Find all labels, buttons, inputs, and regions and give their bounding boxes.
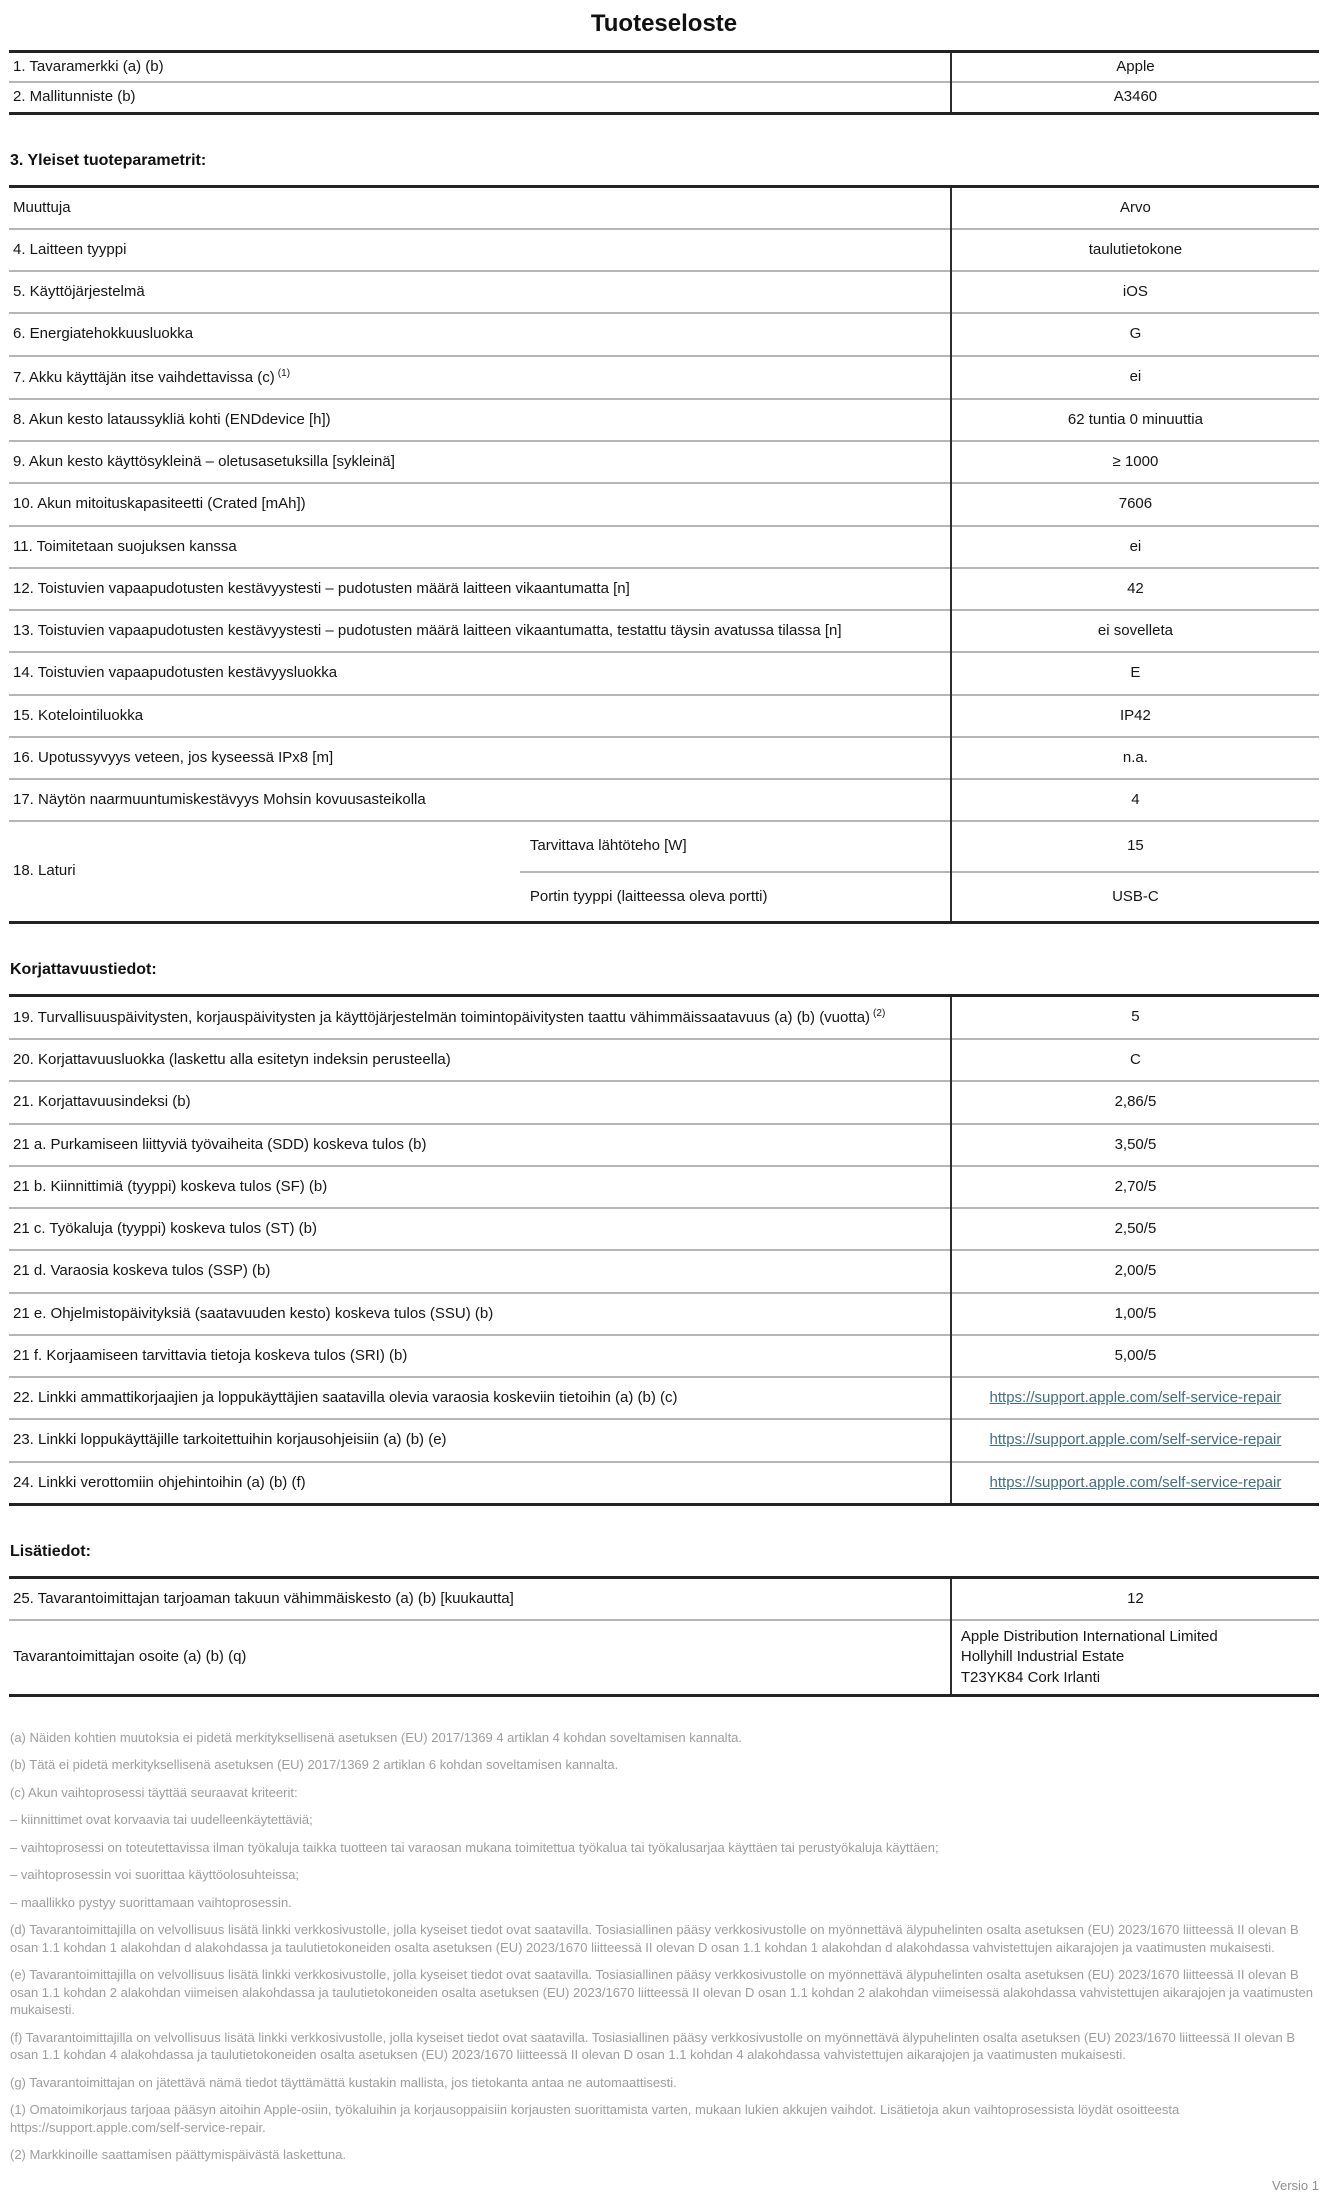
spare-parts-link[interactable]: https://support.apple.com/self-service-repair bbox=[989, 1389, 1282, 1406]
additional-info-table bbox=[9, 1576, 1319, 1697]
row-value: 62 tuntia 0 minuuttia bbox=[951, 399, 1319, 441]
footnote: – kiinnittimet ovat korvaavia tai uudelleenkäytettäviä; bbox=[10, 1812, 313, 1828]
footnote: – vaihtoprosessi on toteutettavissa ilman työkaluja taikka tuotteen tai varaosan mukana toimitettua työkalua tai työkalusarjaa käyttäen tai perustyökaluja käyttäen; bbox=[10, 1839, 939, 1855]
row-value: 2,86/5 bbox=[951, 1081, 1319, 1123]
table-row bbox=[9, 1166, 1319, 1208]
row-label: 12. Toistuvien vapaapudotusten kestävyystesti – pudotusten määrä laitteen vikaantumatta [n] bbox=[9, 568, 951, 610]
table-row bbox=[9, 526, 1319, 568]
row-value: A3460 bbox=[951, 82, 1319, 113]
table-row bbox=[9, 313, 1319, 355]
row-value: ei bbox=[951, 356, 1319, 399]
row-label: 15. Kotelointiluokka bbox=[9, 695, 951, 737]
row-label bbox=[9, 356, 951, 399]
table-row bbox=[9, 1462, 1319, 1505]
version-label: Versio 1 bbox=[1272, 2177, 1319, 2193]
row-value: iOS bbox=[951, 271, 1319, 313]
row-value bbox=[951, 1377, 1319, 1419]
table-row bbox=[9, 652, 1319, 694]
row-label: 4. Laitteen tyyppi bbox=[9, 229, 951, 271]
row-label: 1. Tavaramerkki (a) (b) bbox=[9, 52, 951, 83]
row-label: 9. Akun kesto käyttösykleinä – oletusasetuksilla [sykleinä] bbox=[9, 441, 951, 483]
row-value: USB-C bbox=[951, 872, 1319, 923]
row-value: E bbox=[951, 652, 1319, 694]
footnote: (a) Näiden kohtien muutoksia ei pidetä merkityksellisenä asetuksen (EU) 2017/1369 4 artiklan 4 kohdan soveltamisen kannalta. bbox=[10, 1729, 743, 1745]
row-value bbox=[951, 1419, 1319, 1461]
row-value: ≥ 1000 bbox=[951, 441, 1319, 483]
row-label: 6. Energiatehokkuusluokka bbox=[9, 313, 951, 355]
row-label-text: 19. Turvallisuuspäivitysten, korjauspäivitysten ja käyttöjärjestelmän toimintopäivitysten taattu vähimmäissaatavuus (a) (b) (vuotta) bbox=[13, 1008, 871, 1026]
row-value: 12 bbox=[1127, 1589, 1144, 1607]
row-value: G bbox=[951, 313, 1319, 355]
row-label: 22. Linkki ammattikorjaajien ja loppukäyttäjien saatavilla olevia varaosia koskeviin tietoihin (a) (b) (c) bbox=[9, 1377, 951, 1419]
footnote-reference: (1) bbox=[277, 367, 291, 379]
row-label: 16. Upotussyvyys veteen, jos kyseessä IPx8 [m] bbox=[9, 737, 951, 779]
footnote: (b) Tätä ei pidetä merkityksellisenä asetuksen (EU) 2017/1369 2 artiklan 6 kohdan soveltamisen kannalta. bbox=[10, 1757, 619, 1773]
table-row bbox=[9, 229, 1319, 271]
footnote: (d) Tavarantoimittajilla on velvollisuus lisätä linkki verkkosivustolle, jolla kyseiset tiedot ovat saatavilla. Tosiasiallinen pääsy verkkosivustolle on myönnettävä älypuhelinten osalta asetuksen (EU) 2023/1670 liitteessä II olevan B osan 1.1 kohdan 1 alakohdan d alakohdassa ja taulutietokoneiden osalta asetuksen (EU) 2023/1670 liitteessä II olevan D osan 1.1 kohdan 1 alakohdan d alakohdassa vahvistettujen aikarajojen ja vaatimusten mukaisesti. bbox=[10, 1922, 1299, 1955]
row-label: 17. Näytön naarmuuntumiskestävyys Mohsin kovuusasteikolla bbox=[9, 779, 951, 821]
table-header-row bbox=[9, 186, 1319, 229]
table-row bbox=[9, 737, 1319, 779]
footnote: (f) Tavarantoimittajilla on velvollisuus lisätä linkki verkkosivustolle, jolla kyseiset tiedot ovat saatavilla. Tosiasiallinen pääsy verkkosivustolle on myönnettävä älypuhelinten osalta asetuksen (EU) 2023/1670 liitteessä II olevan B osan 1.1 kohdan 4 alakohdassa ja taulutietokoneiden osalta asetuksen (EU) 2023/1670 liitteessä II olevan D osan 1.1 kohdan 4 alakohdassa vahvistettujen aikarajojen ja vaatimusten mukaisesti. bbox=[10, 2029, 1296, 2063]
row-value: IP42 bbox=[951, 695, 1319, 737]
row-value: 42 bbox=[951, 568, 1319, 610]
row-label: 24. Linkki verottomiin ohjehintoihin (a) (b) (f) bbox=[9, 1462, 951, 1505]
row-label: 10. Akun mitoituskapasiteetti (Crated [mAh]) bbox=[9, 483, 951, 525]
row-value: 2,70/5 bbox=[951, 1166, 1319, 1208]
identification-table bbox=[9, 50, 1319, 115]
footnote: (e) Tavarantoimittajilla on velvollisuus lisätä linkki verkkosivustolle, jolla kyseiset tiedot ovat saatavilla. Tosiasiallinen pääsy verkkosivustolle on myönnettävä älypuhelinten osalta asetuksen (EU) 2023/1670 liitteessä II olevan B osan 1.1 kohdan 2 alakohdan viimeisen alakohdassa ja taulutietokoneiden osalta asetuksen (EU) 2023/1670 liitteessä II olevan D osan 1.1 kohdan 2 alakohdan viimeisessä alakohdassa vahvistettujen aikarajojen ja vaatimusten mukaisesti. bbox=[10, 1967, 1314, 2018]
table-row bbox=[9, 610, 1319, 652]
table-row bbox=[9, 695, 1319, 737]
row-label: 5. Käyttöjärjestelmä bbox=[9, 271, 951, 313]
charger-sub-label: Portin tyyppi (laitteessa oleva portti) bbox=[520, 872, 951, 923]
column-header-variable: Muuttuja bbox=[9, 186, 951, 229]
page-title: Tuoteseloste bbox=[590, 10, 738, 37]
row-label: 21 b. Kiinnittimiä (tyyppi) koskeva tulos (SF) (b) bbox=[9, 1166, 951, 1208]
row-value: taulutietokone bbox=[951, 229, 1319, 271]
table-row bbox=[9, 82, 1319, 113]
row-value: 1,00/5 bbox=[951, 1293, 1319, 1335]
row-value: 4 bbox=[951, 779, 1319, 821]
row-label: 14. Toistuvien vapaapudotusten kestävyysluokka bbox=[9, 652, 951, 694]
row-label: 21 c. Työkaluja (tyyppi) koskeva tulos (ST) (b) bbox=[9, 1208, 951, 1250]
address-line: Apple Distribution International Limited bbox=[960, 1628, 1218, 1645]
row-label bbox=[9, 995, 951, 1039]
table-row bbox=[9, 1293, 1319, 1335]
table-row bbox=[9, 271, 1319, 313]
row-label: 2. Mallitunniste (b) bbox=[9, 82, 951, 113]
general-parameters-table bbox=[9, 185, 1319, 924]
row-value: 5,00/5 bbox=[951, 1335, 1319, 1377]
row-label: 21. Korjattavuusindeksi (b) bbox=[9, 1081, 951, 1123]
row-value: 15 bbox=[951, 821, 1319, 871]
repairability-table bbox=[9, 994, 1319, 1506]
table-row bbox=[9, 779, 1319, 821]
row-value: C bbox=[951, 1039, 1319, 1081]
table-row bbox=[9, 1577, 1319, 1620]
table-row bbox=[9, 1039, 1319, 1081]
table-row-charger bbox=[9, 821, 1319, 871]
table-row bbox=[9, 568, 1319, 610]
row-label: Tavarantoimittajan osoite (a) (b) (q) bbox=[9, 1620, 951, 1695]
table-row bbox=[9, 1124, 1319, 1166]
row-label-text: 7. Akku käyttäjän itse vaihdettavissa (c) bbox=[13, 368, 275, 386]
row-label: 21 f. Korjaamiseen tarvittavia tietoja koskeva tulos (SRI) (b) bbox=[9, 1335, 951, 1377]
table-row bbox=[9, 441, 1319, 483]
section-heading-general-parameters: 3. Yleiset tuoteparametrit: bbox=[10, 151, 207, 169]
row-label: 8. Akun kesto lataussykliä kohti (ENDdevice [h]) bbox=[9, 399, 951, 441]
table-row bbox=[9, 1250, 1319, 1292]
row-label: 20. Korjattavuusluokka (laskettu alla esitetyn indeksin perusteella) bbox=[9, 1039, 951, 1081]
footnote: (2) Markkinoille saattamisen päättymispäivästä laskettuna. bbox=[10, 2147, 346, 2163]
table-row bbox=[9, 1335, 1319, 1377]
charger-sub-label: Tarvittava lähtöteho [W] bbox=[520, 821, 951, 871]
row-value: 2,00/5 bbox=[951, 1250, 1319, 1292]
repair-instructions-link[interactable]: https://support.apple.com/self-service-repair bbox=[989, 1431, 1282, 1449]
row-value: 2,50/5 bbox=[951, 1208, 1319, 1250]
footnote-reference: (2) bbox=[873, 1007, 886, 1019]
row-label: 25. Tavarantoimittajan tarjoaman takuun vähimmäiskesto (a) (b) [kuukautta] bbox=[9, 1577, 951, 1620]
row-value bbox=[951, 1462, 1319, 1505]
row-value: ei sovelleta bbox=[951, 610, 1319, 652]
address-line: Hollyhill Industrial Estate bbox=[960, 1648, 1125, 1666]
table-row bbox=[9, 1419, 1319, 1461]
table-row bbox=[9, 1208, 1319, 1250]
table-row bbox=[9, 483, 1319, 525]
row-label: 11. Toimitetaan suojuksen kanssa bbox=[9, 526, 951, 568]
table-row bbox=[9, 399, 1319, 441]
supplier-address bbox=[951, 1620, 1319, 1695]
table-row bbox=[9, 1377, 1319, 1419]
row-value: Apple bbox=[1116, 58, 1155, 75]
row-label: 23. Linkki loppukäyttäjille tarkoitettuihin korjausohjeisiin (a) (b) (e) bbox=[9, 1419, 951, 1461]
price-guide-link[interactable]: https://support.apple.com/self-service-repair bbox=[989, 1473, 1282, 1491]
table-row bbox=[9, 1081, 1319, 1123]
table-row bbox=[9, 356, 1319, 399]
footnote: (g) Tavarantoimittajan on jätettävä nämä tiedot täyttämättä kustakin mallista, jos tietokanta antaa ne automaattisesti. bbox=[10, 2074, 677, 2090]
row-value: 7606 bbox=[951, 483, 1319, 525]
footnote: – vaihtoprosessin voi suorittaa käyttöolosuhteissa; bbox=[10, 1867, 300, 1883]
row-value: 3,50/5 bbox=[951, 1124, 1319, 1166]
address-line: T23YK84 Cork Irlanti bbox=[960, 1668, 1101, 1686]
footnote: (c) Akun vaihtoprosessi täyttää seuraavat kriteerit: bbox=[10, 1784, 298, 1800]
table-row bbox=[9, 995, 1319, 1039]
row-label: 18. Laturi bbox=[9, 821, 520, 922]
row-label: 21 a. Purkamiseen liittyviä työvaiheita (SDD) koskeva tulos (b) bbox=[9, 1124, 951, 1166]
table-row bbox=[9, 52, 1319, 83]
table-row-supplier-address bbox=[9, 1620, 1319, 1695]
row-label: 13. Toistuvien vapaapudotusten kestävyystesti – pudotusten määrä laitteen vikaantumatta, testattu täysin avatussa tilassa [n] bbox=[9, 610, 951, 652]
section-heading-additional-info: Lisätiedot: bbox=[10, 1542, 91, 1560]
footnote: – maallikko pystyy suorittamaan vaihtoprosessin. bbox=[10, 1894, 292, 1910]
footnotes-block bbox=[9, 1729, 1319, 2164]
section-heading-repairability: Korjattavuustiedot: bbox=[10, 960, 157, 978]
footnote: (1) Omatoimikorjaus tarjoaa pääsyn aitoihin Apple-osiin, työkaluihin ja korjausoppaisiin korjausten suorittamista varten, mukaan lukien akkujen vaihdot. Lisätietoja akun vaihtoprosessista löydät osoitteesta https://support.apple.com/self-service-repair. bbox=[10, 2102, 1180, 2135]
row-value: 5 bbox=[1131, 1008, 1140, 1026]
column-header-value: Arvo bbox=[1120, 198, 1151, 216]
row-label: 21 d. Varaosia koskeva tulos (SSP) (b) bbox=[9, 1250, 951, 1292]
row-label: 21 e. Ohjelmistopäivityksiä (saatavuuden kesto) koskeva tulos (SSU) (b) bbox=[9, 1293, 951, 1335]
row-value: n.a. bbox=[951, 737, 1319, 779]
row-value: ei bbox=[951, 526, 1319, 568]
